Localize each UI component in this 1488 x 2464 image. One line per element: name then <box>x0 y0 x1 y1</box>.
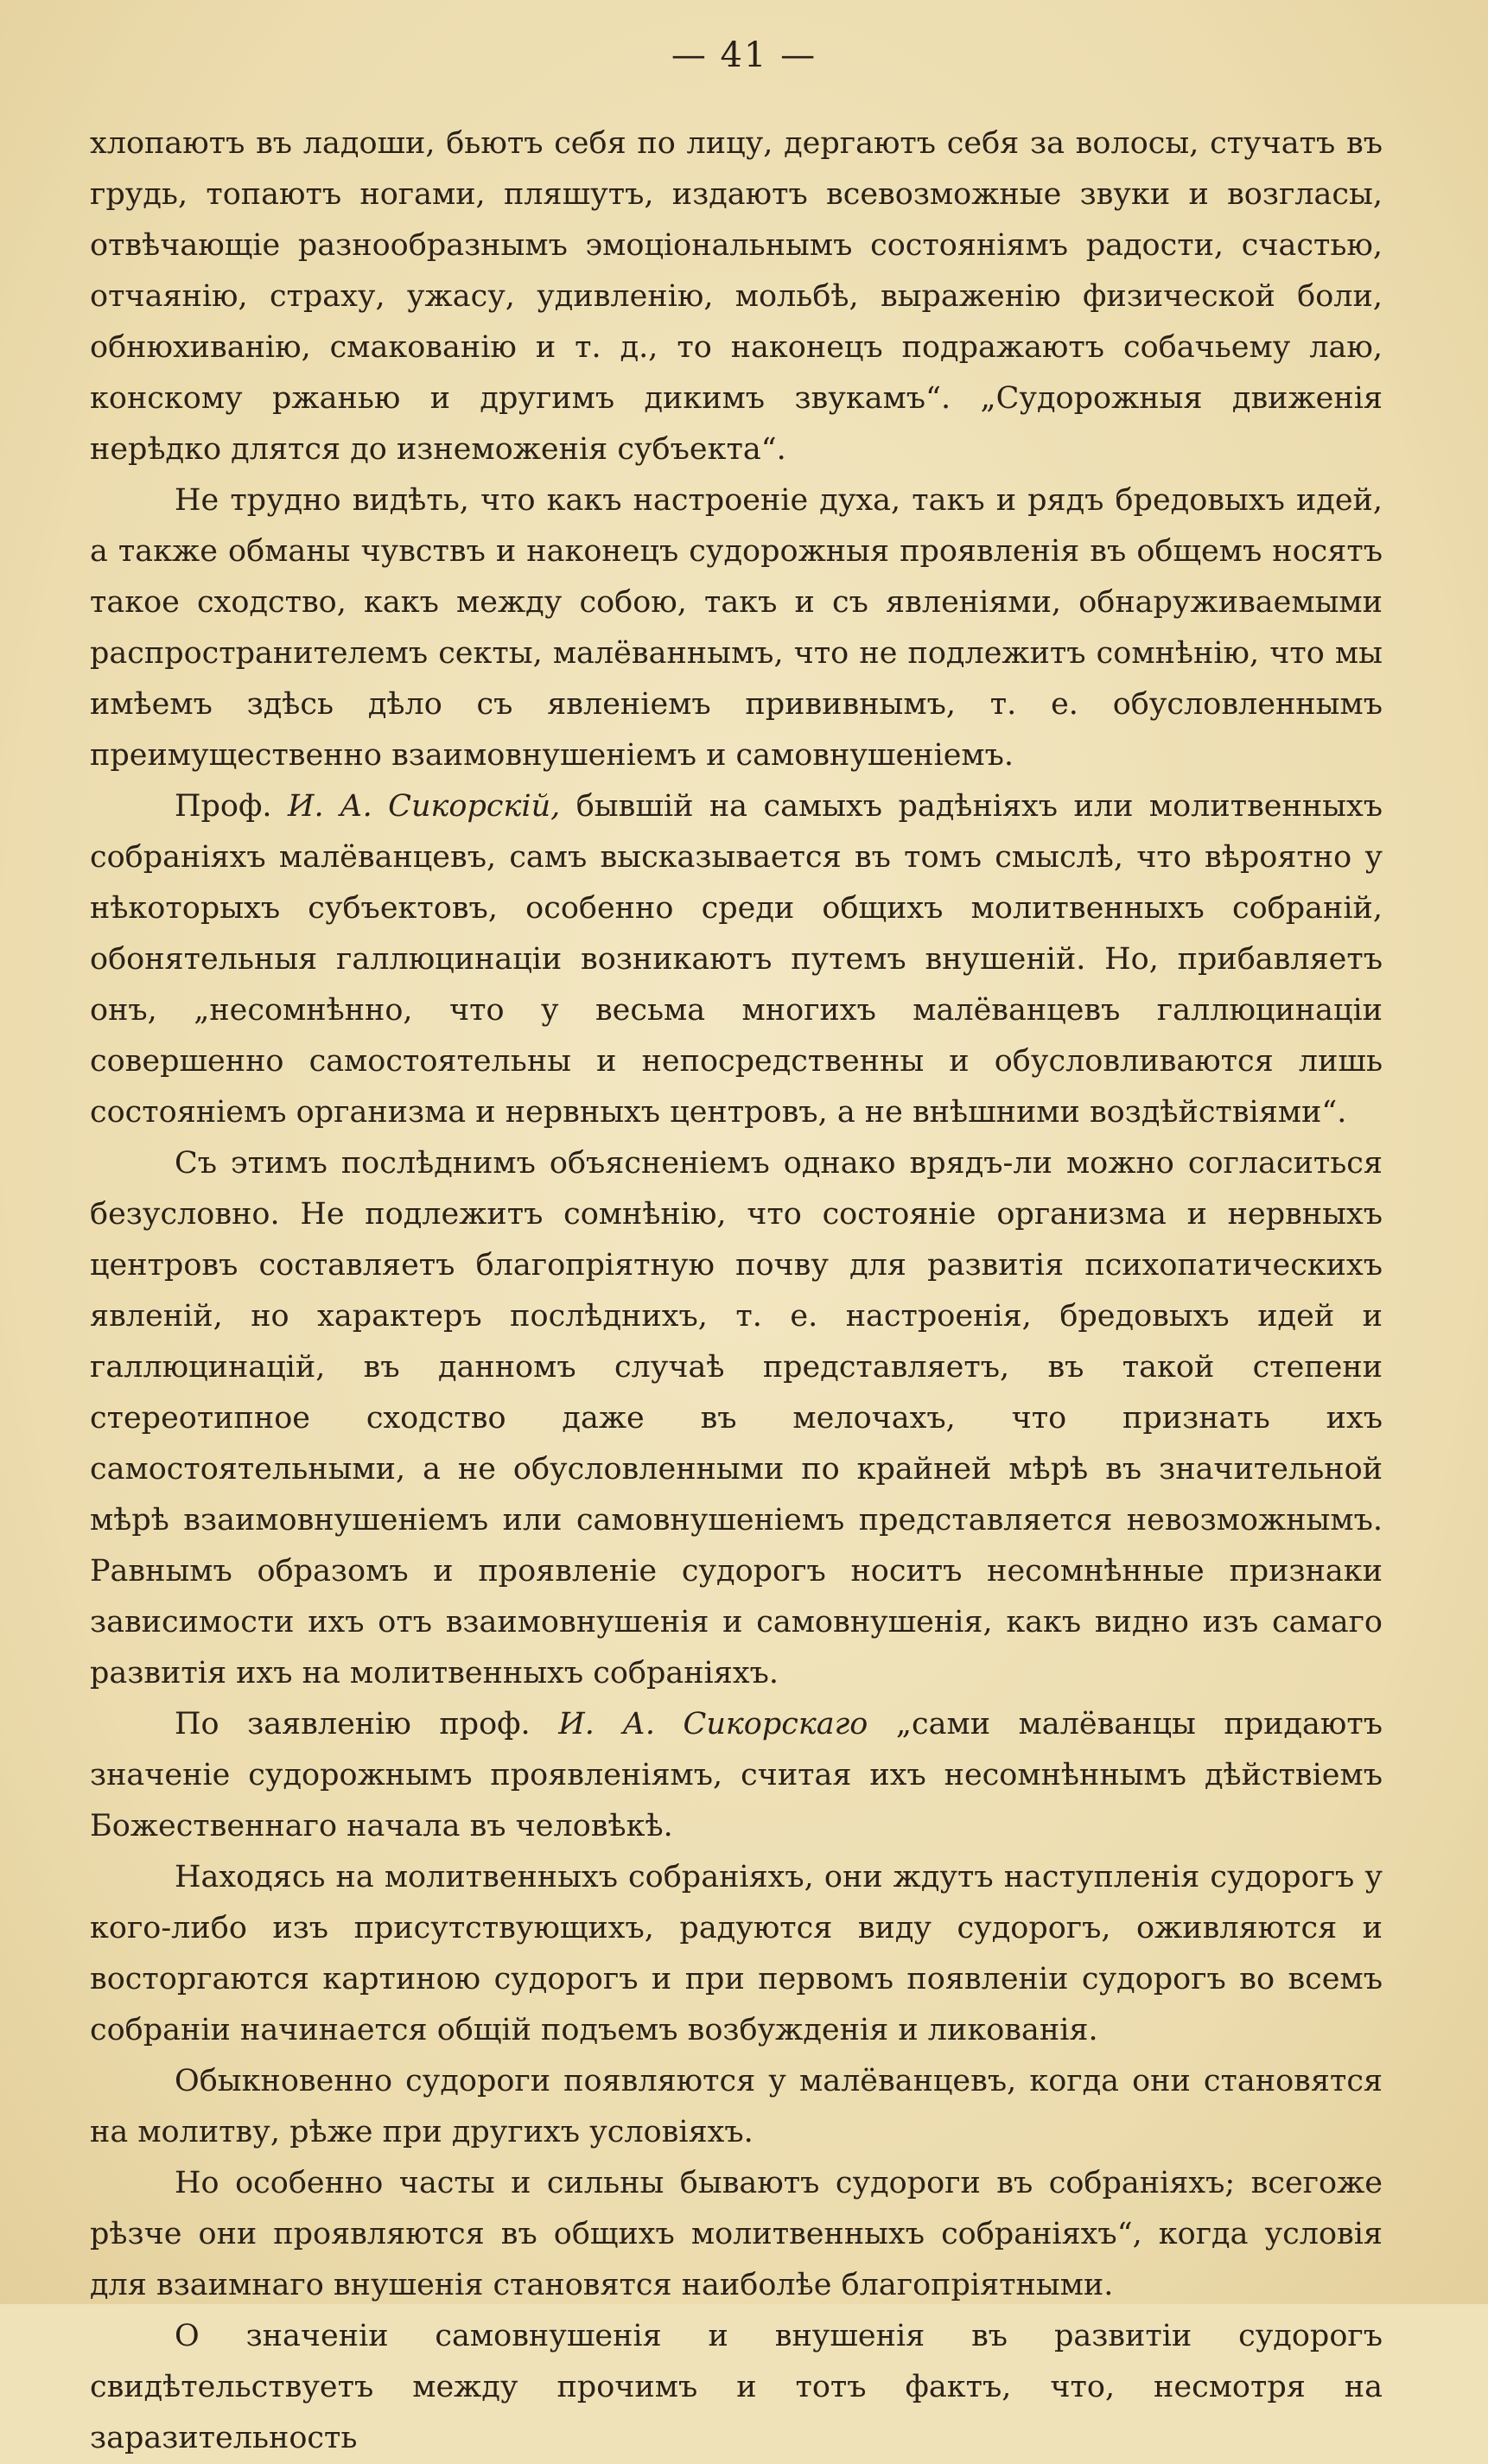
paragraph-4: Съ этимъ послѣднимъ объясненіемъ однако врядъ-ли можно согласиться безусловно. Не подлежитъ сомнѣнію, что состояніе организма и нервныхъ центровъ составляетъ благопріятную почву для развитія психопатическихъ явленій, но характеръ послѣднихъ, т. е. настроенія, бредовыхъ идей и галлюцинацій, въ данномъ случаѣ представляетъ, въ такой степени стереотипное сходство даже въ мелочахъ, что признать ихъ самостоятельными, а не обусловленными по крайней мѣрѣ въ значительной мѣрѣ взаимовнушеніемъ или самовнушеніемъ представляется невозможнымъ. Равнымъ образомъ и проявленіе судорогъ носитъ несомнѣнные признаки зависимости ихъ отъ взаимовнушенія и самовнушенія, какъ видно изъ самаго развитія ихъ на молитвенныхъ собраніяхъ. <box>90 1146 1383 1690</box>
paragraph-7: Обыкновенно судороги появляются у малёванцевъ, когда они становятся на молитву, рѣже при другихъ условіяхъ. <box>90 2064 1383 2149</box>
author-name-sikorsky: И. А. Сикорскій, <box>287 789 561 824</box>
paragraph-5-rest: „сами малёванцы придаютъ значеніе судорожнымъ проявленіямъ, считая ихъ несомнѣннымъ дѣйствіемъ Божественнаго начала въ человѣкѣ. <box>90 1707 1383 1843</box>
author-name-sikorsky-genitive: И. А. Сикорскаго <box>558 1707 868 1741</box>
paragraph-3-rest: бывшій на самыхъ радѣніяхъ или молитвенныхъ собраніяхъ малёванцевъ, самъ высказывается въ томъ смыслѣ, что вѣроятно у нѣкоторыхъ субъектовъ, особенно среди общихъ молитвенныхъ собраній, обонятельныя галлюцинаціи возникаютъ путемъ внушеній. Но, прибавляетъ онъ, „несомнѣнно, что у весьма многихъ малёванцевъ галлюцинаціи совершенно самостоятельны и непосредственны и обусловливаются лишь состояніемъ организма и нервныхъ центровъ, а не внѣшними воздѣйствіями“. <box>90 789 1383 1130</box>
paragraph-1: хлопаютъ въ ладоши, бьютъ себя по лицу, дергаютъ себя за волосы, стучатъ въ грудь, топаютъ ногами, пляшутъ, издаютъ всевозможные звуки и возгласы, отвѣчающіе разнообразнымъ эмоціональнымъ состояніямъ радости, счастью, отчаянію, страху, ужасу, удивленію, мольбѣ, выраженію физической боли, обнюхиванію, смакованію и т. д., то наконецъ подражаютъ собачьему лаю, конскому ржанью и другимъ дикимъ звукамъ“. „Судорожныя движенія нерѣдко длятся до изнеможенія субъекта“. <box>90 126 1383 467</box>
paragraph-3-lead: Проф. <box>175 789 288 824</box>
paragraph-3 <box>90 781 1383 1138</box>
paragraph-6: Находясь на молитвенныхъ собраніяхъ, они ждутъ наступленія судорогъ у кого-либо изъ присутствующихъ, радуются виду судорогъ, оживляются и восторгаются картиною судорогъ и при первомъ появленіи судорогъ во всемъ собраніи начинается общій подъемъ возбужденія и ликованія. <box>90 1860 1383 2047</box>
paragraph-9: О значеніи самовнушенія и внушенія въ развитіи судорогъ свидѣтельствуетъ между прочимъ и тотъ фактъ, что, несмотря на заразительность <box>90 2319 1383 2455</box>
paragraph-2: Не трудно видѣть, что какъ настроеніе духа, такъ и рядъ бредовыхъ идей, а также обманы чувствъ и наконецъ судорожныя проявленія въ общемъ носятъ такое сходство, какъ между собою, такъ и съ явленіями, обнаруживаемыми распространителемъ секты, малёваннымъ, что не подлежитъ сомнѣнію, что мы имѣемъ здѣсь дѣло съ явленіемъ прививнымъ, т. е. обусловленнымъ преимущественно взаимовнушеніемъ и самовнушеніемъ. <box>90 483 1383 773</box>
paragraph-8: Но особенно часты и сильны бываютъ судороги въ собраніяхъ; всегоже рѣзче они проявляются въ общихъ молитвенныхъ собраніяхъ“, когда условія для взаимнаго внушенія становятся наиболѣе благопріятными. <box>90 2166 1383 2302</box>
page-number: — 41 — <box>671 35 817 75</box>
body-text <box>90 118 1383 2464</box>
paragraph-5-lead: По заявленію проф. <box>175 1707 559 1741</box>
paragraph-5 <box>90 1699 1383 1852</box>
